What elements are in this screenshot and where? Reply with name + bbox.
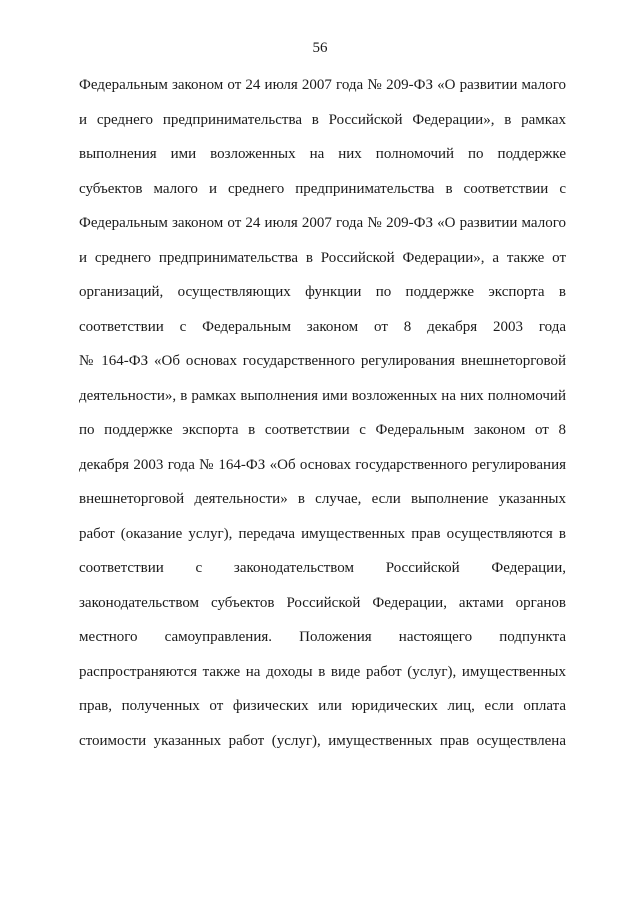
- text-line: и среднего предпринимательства в Российской Федерации», в рамках: [79, 111, 566, 128]
- text-line: № 164-ФЗ «Об основах государственного регулирования внешнеторговой: [79, 353, 566, 369]
- text-line: местного самоуправления. Положения настоящего подпункта: [79, 629, 566, 645]
- text-line: организаций, осуществляющих функции по поддержке экспорта в: [79, 284, 566, 300]
- text-line: и среднего предпринимательства в Российской Федерации», а также от: [79, 249, 566, 266]
- body-paragraph: [79, 68, 566, 758]
- text-line: субъектов малого и среднего предпринимательства в соответствии с: [79, 180, 566, 197]
- text-line: декабря 2003 года № 164-ФЗ «Об основах государственного регулирования: [79, 456, 566, 473]
- page-number: 56: [312, 40, 328, 56]
- text-line: законодательством субъектов Российской Федерации, актами органов: [79, 594, 566, 611]
- text-line: выполнения ими возложенных на них полномочий по поддержке: [79, 146, 566, 162]
- text-line: работ (оказание услуг), передача имущественных прав осуществляются в: [79, 525, 566, 542]
- text-line: Федеральным законом от 24 июля 2007 года № 209-ФЗ «О развитии малого: [79, 77, 566, 93]
- text-line: распространяются также на доходы в виде работ (услуг), имущественных: [79, 663, 566, 680]
- text-line: внешнеторговой деятельности» в случае, если выполнение указанных: [79, 491, 566, 507]
- text-line: Федеральным законом от 24 июля 2007 года № 209-ФЗ «О развитии малого: [79, 215, 566, 231]
- text-line: прав, полученных от физических или юридических лиц, если оплата: [79, 698, 566, 714]
- text-line: по поддержке экспорта в соответствии с Федеральным законом от 8: [79, 422, 566, 438]
- text-line: деятельности», в рамках выполнения ими возложенных на них полномочий: [79, 387, 566, 404]
- text-line: соответствии с законодательством Российской Федерации,: [79, 560, 566, 576]
- text-line: стоимости указанных работ (услуг), имущественных прав осуществлена: [79, 732, 566, 749]
- text-line: соответствии с Федеральным законом от 8 декабря 2003 года: [79, 318, 566, 335]
